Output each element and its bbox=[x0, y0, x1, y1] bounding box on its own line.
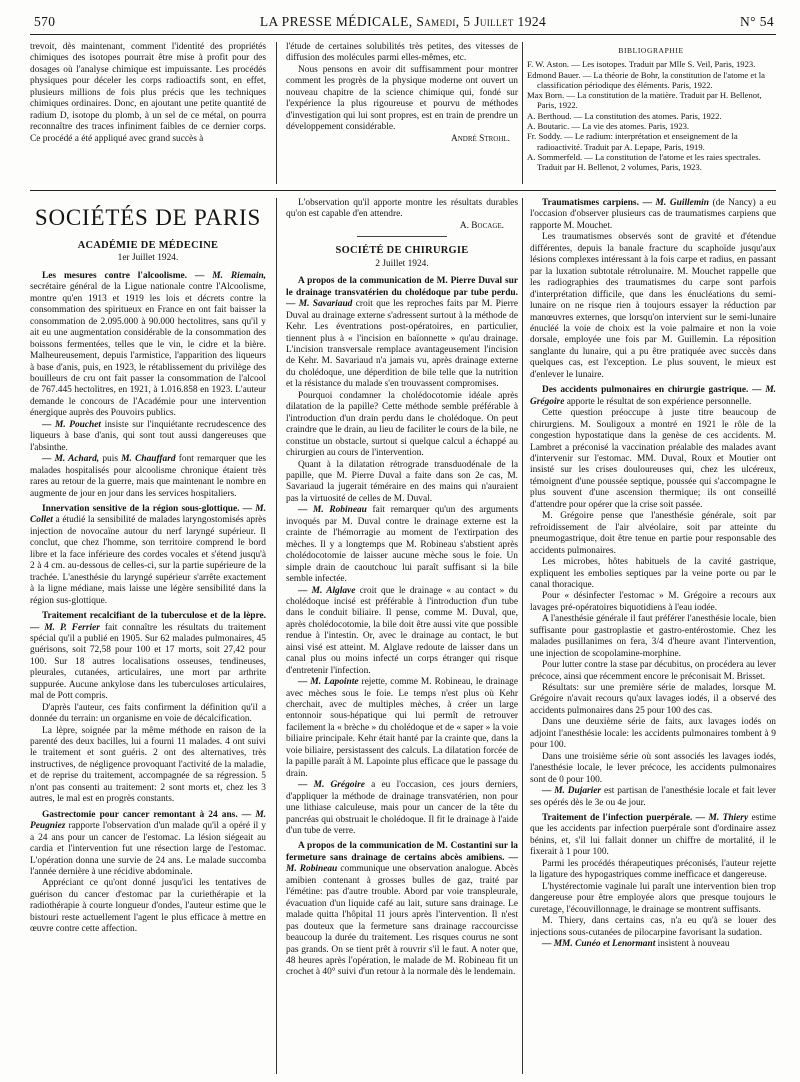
item-author: — M. Grégoire bbox=[530, 385, 776, 407]
banner-title: SOCIÉTÉS DE PARIS bbox=[34, 205, 262, 230]
item-text: Pour lutter contre la stase par décubitus, on procédera au lever précoce, ainsi que récemment encore le préconisait M. Brisset. bbox=[530, 660, 776, 682]
item-author: — M. Dujarier bbox=[542, 786, 602, 797]
item-text: font remarquer que les malades hospitalisés pour alcoolisme chronique étaient très rares au retour de la guerre, mais que maintenant le nombre en augmente de jour en jour dans les services hospitaliers. bbox=[30, 454, 266, 499]
item-author: M. Chauffard bbox=[121, 454, 176, 465]
section-heading: ACADÉMIE DE MÉDECINE bbox=[77, 240, 219, 251]
session-date: 1er Juillet 1924. bbox=[117, 253, 179, 264]
item-text: M. Thiery, dans certains cas, n'a eu qu'à se louer des injections sous-cutanées de pilocarpine favorisant la sudation. bbox=[530, 916, 776, 938]
item-text: Cette question préoccupe à juste titre beaucoup de chirurgiens. M. Souligoux a montré en 1921 le rôle de la congestion hypostatique dans la genèse de ces accidents. M. Lambret a préconisé la vaccination préalable des malades avant d'intervenir sur l'estomac. MM. Duval, Roux et Moutier ont insisté sur les crises douloureuses qui, chez les ulcéreux, témoignent d'une poussée septique, poussée qui s'accompagne le plus souvent d'une ascension thermique; ils ont conseillé d'attendre pour opérer que la crise soit passée. bbox=[530, 408, 776, 510]
section-heading: SOCIÉTÉ DE CHIRURGIE bbox=[335, 245, 469, 257]
bibliography-item: F. W. Aston. — Les isotopes. Traduit par Mlle S. Veil, Paris, 1923. bbox=[527, 59, 756, 70]
item-text: a étudié la sensibilité de malades laryngostomisés après injection de novocaïne autour du nerf laryngé supérieur. Il conclut, que chez l'homme, son territoire comprend le bord libre et la face inférieure des cordes vocales et s'étend jusqu'à 2 à 4 cm. au-dessous de celles-ci, sur la partie supérieure de la trachée. L'anesthésie du laryngé supérieur s'arrête exactement à la ligne médiane, mais laisse une légère sensibilité dans la région sus-glottique. bbox=[30, 515, 266, 606]
item-text: apporte le résultat de son expérience personnelle. bbox=[566, 396, 752, 407]
top-paragraph-1: trevoit, dès maintenant, comment l'identité des propriétés chimiques des isotopes pourrait être mise à profit pour des dosages où l'analyse chimique est impuissante. Les procédés physiques pour déceler les corps radioactifs sont, en effet, plusieurs millions de fois plus précis que les techniques chimiques ordinaires. Donc, en ajoutant une petite quantité de radium D, isotope du plomb, à un sel de ce métal, on pourra reconnaître des traces infiniment faibles de ce dernier corps. Ce procédé a été appliqué avec grand succès à bbox=[30, 42, 266, 144]
item-text: D'après l'auteur, ces faits confirment la définition qu'il a donnée du terrain: un organisme en voie de décalcification. bbox=[30, 702, 266, 725]
item-text: La lèpre, soignée par la même méthode en raison de la parenté des deux bacilles, lui a fourni 11 malades. 4 ont suivi le traitement et sont guéris. 2 ont des alternatives, très instructives, de négligence provoquant l'activité de la maladie, et de reprise du traitement, accompagnée de sa régression. 5 n'ont pas consenti au traitement: 2 sont morts et, chez les 3 autres, le mal est en progrès constants. bbox=[30, 725, 266, 805]
item-text: insistent à nouveau bbox=[657, 939, 730, 949]
item-title: Des accidents pulmonaires en chirurgie gastrique. bbox=[542, 385, 749, 396]
item-title: Innervation sensitive de la région sous-glottique. bbox=[42, 503, 240, 514]
issue-number: N° 54 bbox=[739, 14, 774, 29]
item-author: — M. Guillemin bbox=[642, 198, 709, 208]
item-author: — M. Lapointe bbox=[298, 677, 359, 688]
item-text: Dans une troisième série où sont associés les lavages iodés, l'anesthésie locale, le lever précoce, les accidents pulmonaires sont de 0 pour 100. bbox=[530, 751, 776, 785]
bibliography-item: A. Boutaric. — La vie des atomes. Paris, 1923. bbox=[527, 121, 690, 132]
item-text: (de Nancy) a eu l'occasion d'observer plusieurs cas de traumatismes carpiens que rapporte M. Mouchet. bbox=[530, 198, 776, 231]
page-header bbox=[30, 14, 776, 36]
top-column-2 bbox=[286, 42, 518, 145]
item-title: Traitement recalcifiant de la tuberculose et de la lèpre. bbox=[42, 611, 266, 622]
item-text: fait remarquer qu'un des arguments invoqués par M. Duval contre le drainage externe est la crainte de l'hémorragie au moment de l'extirpation des mèches. Il y a longtemps que M. Robineau s'abstient après cholédocotomie de laisser aucune mèche sous le foie. Un simple drain de caoutchouc lui paraît suffisant si la bile semble infectée. bbox=[286, 505, 518, 585]
section-separator bbox=[357, 236, 447, 237]
item-author: — M. Alglave bbox=[298, 585, 356, 596]
item-author: — M. Thiery bbox=[695, 813, 749, 824]
item-text: fait connaître les résultats du traitement spécial qu'il a publié en 1905. Sur 62 malades pulmonaires, 45 guérisons, soit 72,58 pour 100 et 17 morts, soit 27,42 pour 100. Sur 18 autres localisations osseuses, tendineuses, pleurales, cutanées, articulaires, une mort par arthrite suppurée. Aucune ankylose dans les tuberculoses articulaires, mal de Pott compris. bbox=[30, 622, 266, 702]
top-paragraph-2: l'étude de certaines solubilités très petites, des vitesses de diffusion des molécules parmi elles-mêmes, etc. bbox=[286, 42, 518, 64]
column-divider bbox=[276, 42, 277, 184]
item-text: est partisan de l'anesthésie locale et fait lever ses opérés dès le 3e ou 4e jour. bbox=[530, 786, 776, 808]
right-column bbox=[530, 198, 776, 1074]
article-signature: A. Bocage. bbox=[459, 220, 504, 231]
item-text: L'hystérectomie vaginale lui paraît une intervention bien trop dangereuse pour être employée alors que presque toujours le curetage, l'écouvillonnage, le drainage se montrent suffisants. bbox=[530, 881, 776, 915]
item-text: L'observation qu'il apporte montre les résultats durables qu'on est capable d'en attendre. bbox=[286, 198, 518, 220]
journal-title: LA PRESSE MÉDICALE, Samedi, 5 Juillet 1924 bbox=[259, 14, 547, 29]
item-title: Les mesures contre l'alcoolisme. bbox=[42, 270, 188, 281]
item-author: — M. Savariaud bbox=[286, 299, 353, 310]
item-author: — M. Grégoire bbox=[298, 780, 365, 791]
item-text: rejette, comme M. Robineau, le drainage avec mèches sous le foie. Le temps n'est plus où Kehr cherchait, avec de multiples mèches, à créer un large entonnoir sous-hépatique qui lui permît de retrouver facilement la « brèche » du cholédoque et de « saper » la voie biliaire principale. Kehr était hanté par la crainte que, dans la voie biliaire, persistassent des calculs. La dilatation forcée de la papille paraît à M. Lapointe plus efficace que le passage du drain. bbox=[286, 677, 518, 779]
article-signature: André Strohl. bbox=[450, 133, 510, 144]
item-text: insiste sur l'inquiétante recrudescence des liqueurs à base d'anis, qui sont tout aussi dangereuses que l'absinthe. bbox=[30, 419, 266, 453]
section-rule bbox=[30, 190, 776, 191]
bibliography-item: Edmond Bauer. — La théorie de Bohr, la constitution de l'atome et la classification périodique des éléments. Paris, 1922. bbox=[527, 69, 765, 90]
top-paragraph-3: Nous pensons en avoir dit suffisamment pour montrer comment les progrès de la physique moderne ont ouvert un nouveau chapitre de la science chimique qui, fondé sur l'expérience la plus rigoureuse et pourvu de méthodes d'investigation qui lui sont propres, est en train de prendre un développement considérable. bbox=[286, 64, 518, 133]
top-column-1 bbox=[30, 42, 266, 145]
item-author: — M. Robineau bbox=[298, 505, 367, 516]
item-text: Quant à la dilatation rétrograde transduodénale de la papille, que M. Pierre Duval a faite dans son 2e cas, M. Savariaud la jugerait téméraire en des mains qui n'auraient pas la virtuosité de celles de M. Duval. bbox=[286, 459, 518, 504]
item-text: a eu l'occasion, ces jours derniers, d'appliquer la méthode de drainage transvatérien, non pour une lithiase calculeuse, mais pour un cancer de la tête du pancréas qui obstruait le cholédoque. Il fit le drainage à l'aide d'un tube de verre. bbox=[286, 780, 518, 837]
item-title: Traumatismes carpiens. bbox=[542, 198, 639, 208]
item-author: — M. Collet bbox=[30, 503, 266, 526]
item-text: croit que le drainage « au contact » du cholédoque incisé est préférable à l'introduction d'un tube dans le conduit biliaire. Il pense, comme M. Duval, que, après cholédocotomie, la bile doit être aussi vite que possible rendue à l'intestin. Or, avec le drainage au contact, le but ainsi visé est atteint. M. Alglave redoute de laisser dans un canal plus ou moins infecté un corps étranger qui risque d'entretenir l'infection. bbox=[286, 585, 518, 676]
bibliography-item: Max Born. — La constitution de la matière. Traduit par H. Bellenot, Paris, 1922. bbox=[527, 90, 762, 111]
bibliography-item: A. Berthoud. — La constitution des atomes. Paris, 1922. bbox=[527, 110, 722, 121]
item-text: communique une observation analogue. Abcès amibien contenant à grosses bulles de gaz, traité par l'émétine: pas d'autre trouble. Abord par voie transpleurale, évacuation d'un liquide café au lait, suture sans drainage. Le malade quitta l'hôpital 11 jours après l'intervention. Il n'est pas douteux que la fermeture sans drainage raccourcisse beaucoup la durée du traitement. Les risques courus ne sont pas grands. On se tient prêt à rouvrir s'il le faut. A noter que, 48 heures après l'opération, le malade de M. Robineau fit un crochet à 40° suivi d'un retour à la normale dès le lendemain. bbox=[286, 864, 518, 978]
item-title: Gastrectomie pour cancer remontant à 24 ans. bbox=[42, 809, 238, 820]
item-title: A propos de la communication de M. Pierre Duval sur le drainage transvatérien du cholédoque par tube perdu. bbox=[286, 276, 518, 298]
item-text: Pour « désinfecter l'estomac » M. Grégoire a recours aux lavages pré-opératoires biquotidiens à l'eau iodée. bbox=[530, 591, 776, 613]
item-author: — M. Achard, bbox=[42, 454, 100, 465]
item-text: Les microbes, hôtes habituels de la cavité gastrique, expliquent les embolies septiques par la veine porte ou par le canal thoracique. bbox=[530, 557, 776, 590]
item-text: Parmi les procédés thérapeutiques préconisés, l'auteur rejette la ligature des hypogastriques comme inefficace et dangereuse. bbox=[530, 858, 776, 881]
item-text: secrétaire général de la Ligue nationale contre l'Alcoolisme, montre qu'en 1913 et 1919 les lois et décrets contre la consommation des spiritueux en France en ont fait baisser la consommation de 2.095.000 à 90.000 hectolitres, sans qu'il y ait eu une augmentation considérable de la consommation des boissons fermentées, telles que le vin, le cidre et la bière. Malheureusement, depuis l'armistice, l'apparition des liqueurs à base d'anis, puis, en 1923, le rétablissement du privilège des bouilleurs de cru ont fait passer la consommation de l'alcool de 767.445 hectolitres, en 1921, à 1.016.858 en 1923. L'auteur demande le concours de l'Académie pour une intervention énergique auprès des Pouvoirs publics. bbox=[30, 282, 266, 419]
column-divider bbox=[522, 198, 523, 1074]
item-author: — M. Robineau bbox=[286, 852, 518, 875]
page-number: 570 bbox=[34, 14, 56, 29]
item-author: — M. Riemain, bbox=[194, 270, 266, 281]
item-text: croit que les reproches faits par M. Pierre Duval au drainage externe s'adressent surtout à la méthode de Kehr. Les éventrations post-opératoires, en particulier, tiennent plus à « l'incision en baïonnette » qu'au drainage. L'incision transversale remplace avantageusement l'incision de Kehr. M. Savariaud n'a jamais vu, après drainage externe du cholédoque, une déperdition de bile telle que la nutrition et la résistance du malade s'en trouvassent compromises. bbox=[286, 299, 518, 390]
item-author: — MM. Cunéo et Lenormant bbox=[542, 939, 656, 949]
column-divider bbox=[522, 42, 523, 184]
item-text: A l'anesthésie générale il faut préférer l'anesthésie locale, bien suffisante pour gastroplastie et gastro-entérostomie. Chez les malades pusillanimes on fera, 3/4 d'heure avant l'intervention, une injection de scopolamine-morphine. bbox=[530, 614, 776, 659]
item-text: M. Grégoire pense que l'anesthésie générale, soit par refroidissement de l'air alvéolaire, soit par atteinte du pneumogastrique, doit être tenue en partie pour responsable des accidents pulmonaires. bbox=[530, 511, 776, 556]
bibliography-item: A. Sommerfeld. — La constitution de l'atome et les raies spectrales. Traduit par H. Bellenot, 2 volumes, Paris, 1923. bbox=[527, 151, 761, 173]
item-text: Dans une deuxième série de faits, aux lavages iodés on adjoint l'anesthésie locale: les accidents pulmonaires tombent à 9 pour 100. bbox=[530, 717, 776, 751]
item-text: Les traumatismes observés sont de gravité et d'étendue différentes, depuis la banale fracture du scaphoïde jusqu'aux lésions complexes intéressant à la fois carpe et radius, en passant par la luxation subtotale rétrolunaire. M. Mouchet rappelle que les radiographies des traumatismes du carpe sont parfois d'interprétation difficile, que dans les énucléations du semi-lunaire on ne risque rien à toujours essayer la réduction par manœuvres externes, que lorsqu'on intervient sur le semi-lunaire énucléé la voie de choix est la voie palmaire et non la voie dorsale, employée une fois par M. Guillemin. La réposition sanglante du lunaire, qui a pu être pratiquée avec succès dans quelques cas, est l'exception. Le plus souvent, le mieux est d'enlever le lunaire. bbox=[530, 232, 776, 380]
item-title: A propos de la communication de M. Costantini sur la fermeture sans drainage de certains abcès amibiens. bbox=[286, 841, 518, 863]
left-column bbox=[30, 198, 266, 1074]
middle-column bbox=[286, 198, 518, 1074]
session-date: 2 Juillet 1924. bbox=[375, 258, 429, 269]
item-text: Appréciant ce qu'ont donné jusqu'ici les tentatives de guérison du cancer d'estomac par la curiethérapie et la radiothérapie à courte longueur d'ondes, l'auteur estime que le bistouri reste actuellement l'agent le plus efficace à mettre en œuvre contre cette affection. bbox=[30, 878, 266, 935]
bibliography-title: BIBLIOGRAPHIE bbox=[618, 46, 684, 55]
item-text: rapporte l'observation d'un malade qu'il a opéré il y a 24 ans pour un cancer de l'estomac. La lésion siégeait au cardia et l'intervention fut une résection large de l'estomac. L'opération donna une survie de 24 ans. Le malade succomba l'année dernière à une récidive abdominale. bbox=[30, 821, 266, 878]
item-author: — M. P. Ferrier bbox=[30, 622, 100, 633]
item-author: — M. Peugniez bbox=[30, 809, 266, 832]
item-text: estime que les accidents par infection puerpérale sont d'ordinaire assez bénins, et, s'il lui fallait donner un chiffre de mortalité, il le fixerait à 1 pour 100. bbox=[530, 813, 776, 858]
item-text: Pourquoi condamner la cholédocotomie idéale après dilatation de la papille? Cette méthode semble préférable à l'introduction d'un drain perdu dans le cholédoque. On peut craindre que le drain, au lieu de faciliter le cours de la bile, ne constitue un obstacle, surtout si quelque calcul a échappé au chirurgien au cours de l'intervention. bbox=[286, 390, 518, 459]
column-divider bbox=[276, 198, 277, 1074]
header-rule bbox=[30, 34, 776, 35]
bibliography bbox=[527, 46, 775, 173]
item-text: Résultats: sur une première série de malades, lorsque M. Grégoire n'avait recours qu'aux lavages iodés, il a observé des accidents pulmonaires dans 25 pour 100 des cas. bbox=[530, 683, 776, 716]
item-author: — M. Pouchet bbox=[42, 419, 102, 430]
item-title: Traitement de l'infection puerpérale. bbox=[542, 813, 693, 824]
bibliography-item: Fr. Soddy. — Le radium: interprétation et enseignement de la radioactivité. Traduit par A. Lepape, Paris, 1919. bbox=[527, 131, 738, 152]
item-text: puis bbox=[102, 454, 118, 465]
